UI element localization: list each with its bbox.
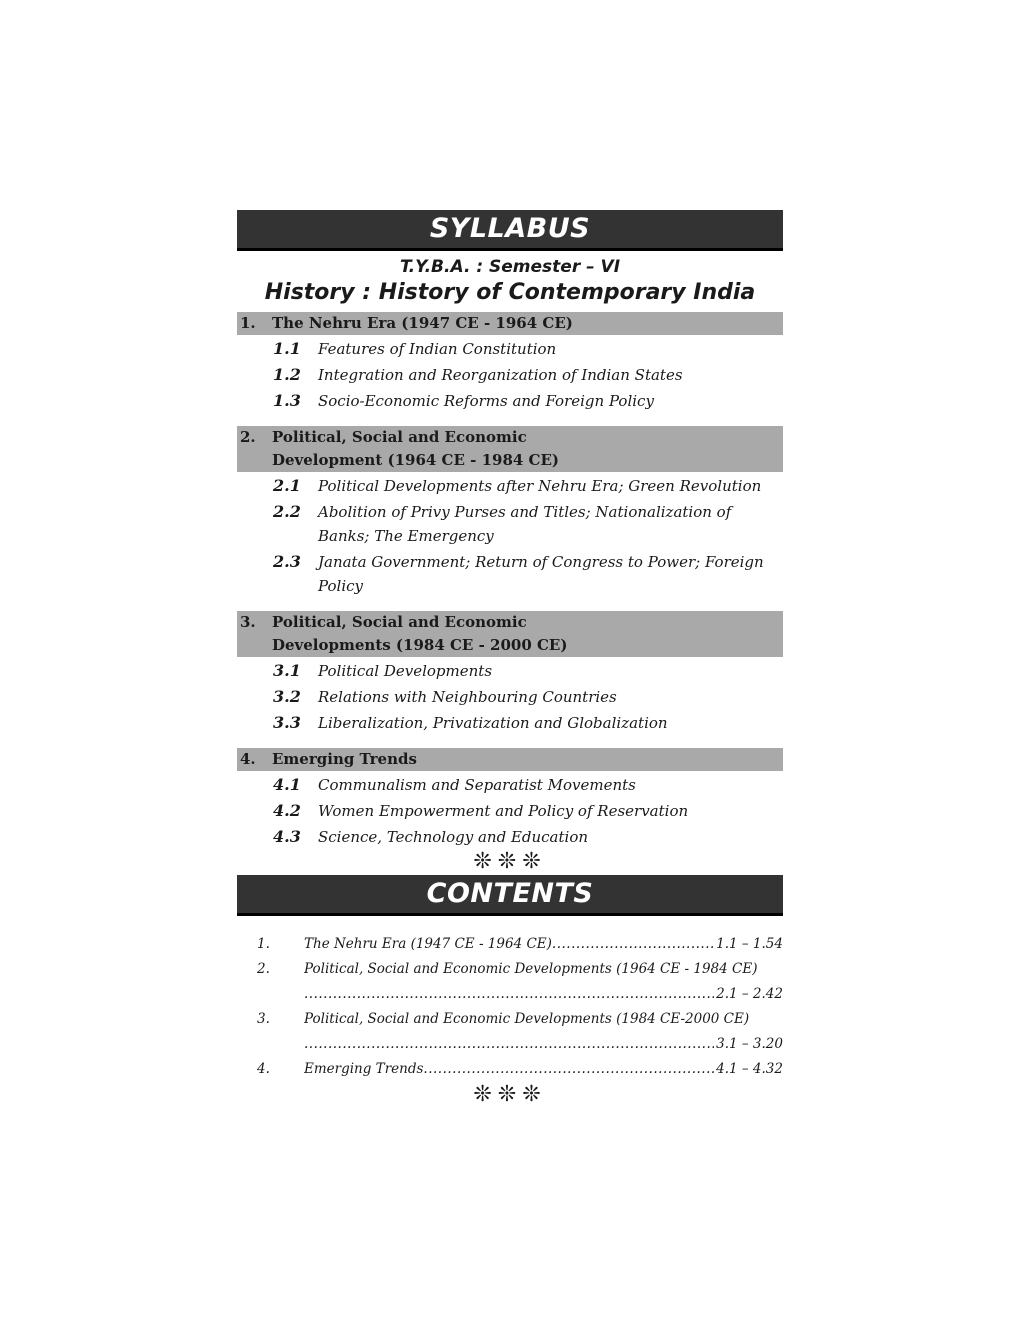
topic-text: Women Empowerment and Policy of Reservation (318, 802, 689, 820)
topic-text: Features of Indian Constitution (318, 340, 557, 358)
contents-list (237, 932, 783, 1082)
unit-title: The Nehru Era (1947 CE - 1964 CE) (272, 314, 573, 332)
topic-number: 2.2 (273, 502, 301, 521)
topic-number: 2.1 (273, 476, 301, 495)
unit-list (237, 312, 783, 849)
unit-block (237, 312, 783, 413)
unit-block (237, 611, 783, 735)
contents-entry-number: 1. (257, 936, 270, 952)
topic-text: Liberalization, Privatization and Globalization (318, 714, 668, 732)
topic-text: Political Developments after Nehru Era; Green Revolution (318, 477, 762, 495)
unit-heading (237, 748, 783, 771)
contents-entry-pages: 3.1 – 3.20 (716, 1036, 783, 1052)
contents-entry-title: Political, Social and Economic Developments (1964 CE - 1984 CE) (304, 961, 758, 977)
contents-entry-number: 3. (257, 1011, 270, 1027)
topic-number: 3.3 (273, 713, 301, 732)
unit-heading (237, 312, 783, 335)
contents-entry (237, 1057, 783, 1082)
topic-number: 1.3 (273, 391, 301, 410)
dot-leader (552, 932, 714, 957)
dot-leader (423, 1057, 714, 1082)
unit-number: 3. (240, 613, 256, 631)
topic-number: 1.2 (273, 365, 301, 384)
dot-leader (304, 982, 714, 1007)
unit-block (237, 748, 783, 849)
contents-entry-pages: 1.1 – 1.54 (716, 936, 783, 952)
unit-block (237, 426, 783, 598)
topic-number: 1.1 (273, 339, 301, 358)
topic-text: Relations with Neighbouring Countries (318, 688, 617, 706)
topic-number: 4.3 (273, 827, 301, 846)
contents-entry-continuation (237, 982, 783, 1007)
contents-entry-number: 2. (257, 961, 270, 977)
unit-heading (237, 611, 783, 657)
topic-text: Socio-Economic Reforms and Foreign Policy (318, 392, 654, 410)
topic-number: 4.2 (273, 801, 301, 820)
topic-text: Abolition of Privy Purses and Titles; Nationalization of Banks; The Emergency (318, 503, 732, 545)
topic-item (237, 337, 783, 361)
unit-number: 4. (240, 750, 256, 768)
contents-entry-pages: 2.1 – 2.42 (716, 986, 783, 1002)
unit-number: 2. (240, 428, 256, 446)
unit-number: 1. (240, 314, 256, 332)
topic-number: 3.2 (273, 687, 301, 706)
contents-entry-title: Emerging Trends (304, 1061, 424, 1077)
topic-number: 2.3 (273, 552, 301, 571)
topic-item (237, 363, 783, 387)
topic-item (237, 474, 783, 498)
topic-item (237, 659, 783, 683)
unit-heading (237, 426, 783, 472)
contents-entry (237, 1007, 783, 1032)
topic-item (237, 500, 783, 548)
topic-text: Political Developments (318, 662, 493, 680)
contents-entry-number: 4. (257, 1061, 270, 1077)
contents-heading: CONTENTS (237, 875, 783, 916)
contents-entry-continuation (237, 1032, 783, 1057)
syllabus-page (237, 210, 783, 1108)
divider-ornament: ❊❊❊ (473, 849, 547, 874)
syllabus-heading: SYLLABUS (237, 210, 783, 251)
topic-text: Science, Technology and Education (318, 828, 589, 846)
topic-text: Communalism and Separatist Movements (318, 776, 636, 794)
topic-number: 4.1 (273, 775, 301, 794)
contents-entry-title: The Nehru Era (1947 CE - 1964 CE) (304, 936, 552, 952)
contents-entry (237, 957, 783, 982)
topic-item (237, 825, 783, 849)
course-line: T.Y.B.A. : Semester – VI (399, 257, 621, 277)
divider-ornament-end: ❊❊❊ (473, 1082, 547, 1107)
unit-title: Political, Social and Economic Development (1964 CE - 1984 CE) (272, 428, 560, 469)
topic-item (237, 799, 783, 823)
contents-entry (237, 932, 783, 957)
topic-item (237, 550, 783, 598)
topic-item (237, 685, 783, 709)
topic-item (237, 711, 783, 735)
subject-title: History : History of Contemporary India (264, 280, 756, 305)
topic-item (237, 773, 783, 797)
topic-text: Janata Government; Return of Congress to Power; Foreign Policy (318, 553, 764, 595)
dot-leader (304, 1032, 714, 1057)
topic-number: 3.1 (273, 661, 301, 680)
topic-item (237, 389, 783, 413)
contents-entry-pages: 4.1 – 4.32 (716, 1061, 783, 1077)
topic-text: Integration and Reorganization of Indian States (318, 366, 683, 384)
unit-title: Emerging Trends (272, 750, 417, 768)
contents-entry-title: Political, Social and Economic Developments (1984 CE-2000 CE) (304, 1011, 750, 1027)
unit-title: Political, Social and Economic Developments (1984 CE - 2000 CE) (272, 613, 568, 654)
